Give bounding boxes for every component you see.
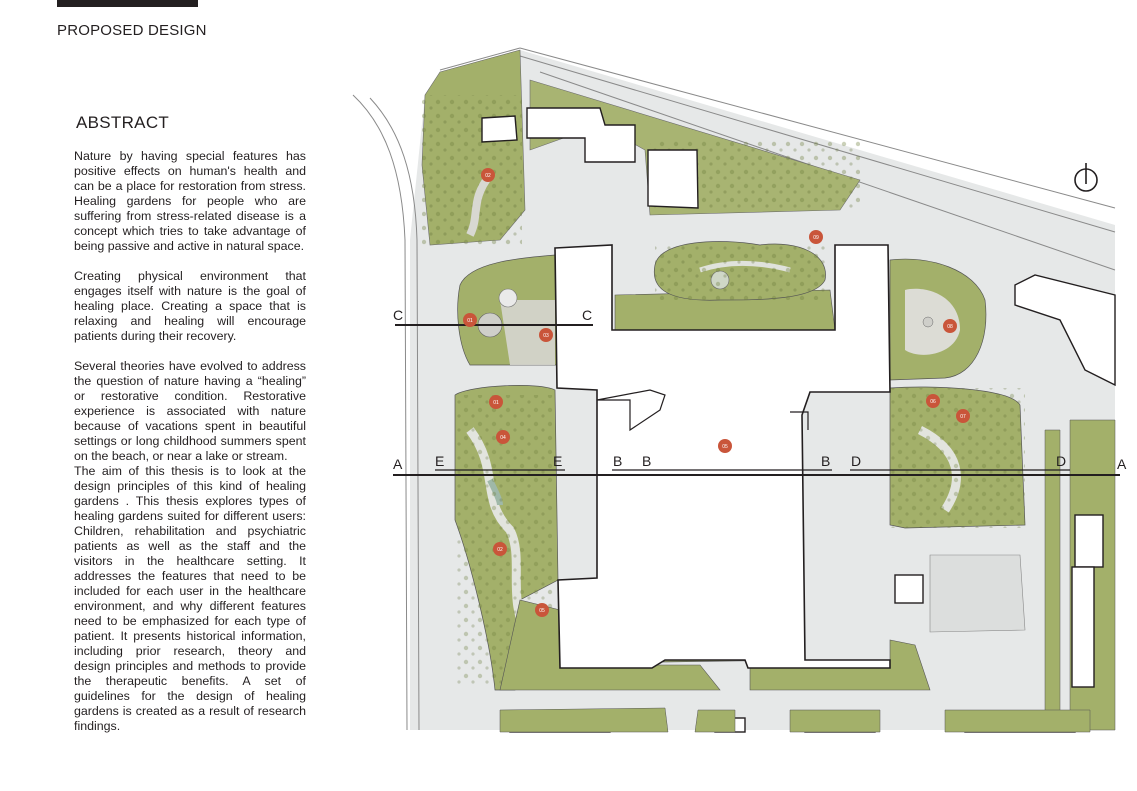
marker-number: 05 (722, 444, 728, 450)
marker (809, 230, 823, 244)
section-label-c: C (393, 307, 404, 323)
marker-number: 07 (960, 414, 966, 420)
north-arrow-icon (1075, 163, 1097, 191)
marker (926, 394, 940, 408)
marker (496, 430, 510, 444)
section-label-e: E (553, 453, 563, 469)
marker-number: 04 (500, 435, 506, 441)
marker (489, 395, 503, 409)
marker-number: 03 (543, 333, 549, 339)
marker (943, 319, 957, 333)
section-label-d: D (1056, 453, 1067, 469)
header-bar (57, 0, 198, 7)
marker-number: 01 (467, 318, 473, 324)
abstract-heading: ABSTRACT (76, 113, 170, 132)
page-title: PROPOSED DESIGN (57, 22, 207, 39)
marker-number: 06 (930, 399, 936, 405)
abstract-paragraph: Several theories have evolved to address the question of nature having a “healing” or restorative condition. Restorative experience is associated with nature because of vacations spent in beautiful settings or long childhood summers spent on the beach, or near a lake or stream. (74, 359, 306, 463)
section-label-e: E (435, 453, 445, 469)
marker-number: 02 (497, 547, 503, 553)
marker (493, 542, 507, 556)
marker (956, 409, 970, 423)
parking-area (930, 555, 1025, 632)
section-label-b: B (642, 453, 652, 469)
site-plan (350, 45, 1137, 745)
abstract-paragraph: Nature by having special features has positive effects on human's health and can be a place for restoration from stress. Healing gardens for people who are suffering from stress-related disease is a concept which tries to take advantage of being passive and active in natural space. (74, 149, 306, 253)
marker-number: 09 (813, 235, 819, 241)
section-label-c: C (582, 307, 593, 323)
section-label-a: A (393, 456, 403, 472)
marker (535, 603, 549, 617)
marker (718, 439, 732, 453)
marker (481, 168, 495, 182)
marker (539, 328, 553, 342)
section-label-b: B (821, 453, 831, 469)
marker (463, 313, 477, 327)
section-label-b: B (613, 453, 623, 469)
bottom-gardens (500, 708, 1090, 732)
abstract-paragraph: The aim of this thesis is to look at the design principles of this kind of healing gardens . This thesis explores types of healing gardens suited for different users: Children, rehabilitation and psychiatric patients as well as the staff and the visitors in the healthcare setting. It addresses the features that need to be included for each user in the healthcare environment, and why different features need to be emphasized for each type of patient. It presents historical information, including prior research, theory and design principles and methods to provide the therapeutic benefits. A set of guidelines for the design of healing gardens is created as a result of research findings. (74, 464, 306, 733)
marker-number: 01 (493, 400, 499, 406)
marker-number: 05 (539, 608, 545, 614)
marker-number: 02 (485, 173, 491, 179)
garden-right-strip (1045, 430, 1060, 720)
section-label-d: D (851, 453, 862, 469)
marker-number: 08 (947, 324, 953, 330)
section-label-a: A (1117, 456, 1127, 472)
abstract-text (74, 149, 306, 749)
abstract-paragraph: Creating physical environment that engages itself with nature is the goal of healing place. Creating a space that is relaxing and healing will encourage patients during their recovery. (74, 269, 306, 343)
